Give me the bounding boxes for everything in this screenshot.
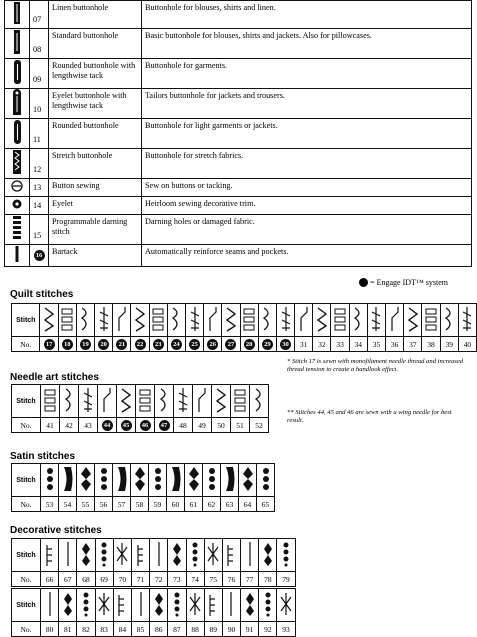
buttonhole-number: 07 [30,1,49,29]
stitch-36-icon [386,304,404,337]
stitch-52-icon [250,385,269,418]
stitch-50-icon [212,385,231,418]
buttonhole-name: Programmable darning stitch [49,215,142,245]
stitch-number: 22 [131,337,149,352]
stitch-51-icon [231,385,250,418]
buttonhole-description: Basic buttonhole for blouses, shirts and jackets. Also for pillowcases. [142,29,472,59]
linen-buttonhole-icon [5,1,30,29]
buttonhole-description: Darning holes or damaged fabric. [142,215,472,245]
buttonhole-number: 11 [30,119,49,149]
stitch-number: 92 [259,622,277,637]
stitch-number: 64 [239,497,257,512]
stitch-26-icon [204,304,222,337]
buttonhole-name: Standard buttonhole [49,29,142,59]
stitch-61-icon [185,464,203,497]
stitch-number: 52 [250,418,269,433]
stitch-64-icon [239,464,257,497]
quilt-note: * Stitch 17 is sewn with monofilament needle thread and increased thread tension to create a handlook effect. [287,358,464,373]
stitch-number: 21 [113,337,131,352]
stitch-number: 33 [331,337,349,352]
stitch-23-icon [149,304,167,337]
stitch-row-label: Stitch [12,304,40,337]
buttonhole-number: 08 [30,29,49,59]
stitch-number: 61 [185,497,203,512]
buttonhole-description: Buttonhole for stretch fabrics. [142,149,472,179]
stitch-number: 19 [76,337,94,352]
buttonhole-number: 15 [30,215,49,245]
stitch-40-icon [458,304,476,337]
stitch-88-icon [186,589,204,622]
stitch-number: 73 [168,572,186,587]
stitch-number: 31 [295,337,313,352]
stitch-87-icon [168,589,186,622]
stretch-buttonhole-icon [5,149,30,179]
stitch-number: 43 [79,418,98,433]
stitch-41-icon [41,385,60,418]
buttonhole-name: Eyelet [49,197,142,215]
buttonhole-row [5,245,472,267]
stitch-number: 87 [168,622,186,637]
stitch-54-icon [59,464,77,497]
stitch-number: 70 [113,572,131,587]
stitch-number: 80 [41,622,59,637]
stitch-19-icon [76,304,94,337]
decorative-stitch-table-a [11,538,296,587]
buttonhole-name: Eyelet buttonhole with lengthwise tack [49,89,142,119]
stitch-number: 54 [59,497,77,512]
stitch-82-icon [77,589,95,622]
stitch-number: 38 [422,337,440,352]
buttonhole-row [5,59,472,89]
stitch-93-icon [277,589,295,622]
stitch-number: 82 [77,622,95,637]
buttonhole-name: Rounded buttonhole with lengthwise tack [49,59,142,89]
stitch-number: 24 [167,337,185,352]
stitch-56-icon [95,464,113,497]
buttonhole-name: Stretch buttonhole [49,149,142,179]
stitch-number: 53 [41,497,59,512]
stitch-66-icon [41,539,59,572]
buttonhole-description: Automatically reinforce seams and pockets. [142,245,472,267]
number-row-label: No. [12,622,41,637]
buttonhole-row [5,1,472,29]
stitch-number: 40 [458,337,476,352]
stitch-number: 81 [59,622,77,637]
stitch-number: 18 [58,337,76,352]
stitch-number: 20 [95,337,113,352]
stitch-number: 74 [186,572,204,587]
stitch-number: 91 [241,622,259,637]
stitch-53-icon [41,464,59,497]
stitch-number: 72 [150,572,168,587]
number-row-label: No. [12,572,41,587]
stitch-row-label: Stitch [12,385,41,418]
stitch-18-icon [58,304,76,337]
stitch-62-icon [203,464,221,497]
stitch-37-icon [404,304,422,337]
buttonhole-name: Button sewing [49,179,142,197]
stitch-33-icon [331,304,349,337]
stitch-number: 55 [77,497,95,512]
needle-art-note: ** Stitches 44, 45 and 46 are sewn with a wing needle for best result. [287,409,452,424]
stitch-number: 25 [185,337,203,352]
stitch-30-icon [276,304,294,337]
stitch-number: 62 [203,497,221,512]
stitch-75-icon [204,539,222,572]
buttonhole-description: Heirloom sewing decorative trim. [142,197,472,215]
stitch-72-icon [150,539,168,572]
stitch-number: 78 [259,572,277,587]
stitch-83-icon [95,589,113,622]
stitch-21-icon [113,304,131,337]
stitch-number: 39 [440,337,458,352]
buttonhole-number: 09 [30,59,49,89]
stitch-42-icon [60,385,79,418]
standard-buttonhole-icon [5,29,30,59]
stitch-46-icon [136,385,155,418]
stitch-number: 84 [113,622,131,637]
needle-art-title: Needle art stitches [10,372,99,383]
stitch-number: 86 [150,622,168,637]
stitch-number: 56 [95,497,113,512]
stitch-number: 85 [131,622,149,637]
stitch-17-icon [40,304,58,337]
stitch-number: 23 [149,337,167,352]
stitch-49-icon [193,385,212,418]
stitch-number: 30 [276,337,294,352]
needle-art-stitch-table [11,384,269,433]
stitch-number: 57 [113,497,131,512]
stitch-number: 47 [155,418,174,433]
buttonhole-row [5,119,472,149]
stitch-number: 36 [386,337,404,352]
stitch-20-icon [95,304,113,337]
buttonhole-row [5,29,472,59]
quilt-title: Quilt stitches [10,289,74,300]
quilt-stitch-table [11,303,477,352]
stitch-90-icon [222,589,240,622]
stitch-73-icon [168,539,186,572]
stitch-70-icon [113,539,131,572]
stitch-74-icon [186,539,204,572]
stitch-row-label: Stitch [12,464,41,497]
stitch-44-icon [98,385,117,418]
buttonhole-number: 13 [30,179,49,197]
stitch-35-icon [367,304,385,337]
engage-idt-dot-icon [359,278,368,287]
stitch-57-icon [113,464,131,497]
stitch-81-icon [59,589,77,622]
stitch-number: 49 [193,418,212,433]
buttonhole-description: Buttonhole for garments. [142,59,472,89]
stitch-number: 76 [222,572,240,587]
stitch-60-icon [167,464,185,497]
stitch-48-icon [174,385,193,418]
stitch-number: 79 [277,572,295,587]
eyelet-buttonhole-icon [5,89,30,119]
stitch-24-icon [167,304,185,337]
stitch-number: 34 [349,337,367,352]
stitch-number: 48 [174,418,193,433]
stitch-28-icon [240,304,258,337]
stitch-number: 60 [167,497,185,512]
satin-title: Satin stitches [10,451,76,462]
darning-icon [5,215,30,245]
stitch-76-icon [222,539,240,572]
stitch-number: 88 [186,622,204,637]
buttonhole-table [4,0,472,267]
stitch-number: 77 [241,572,259,587]
stitch-22-icon [131,304,149,337]
buttonhole-name: Rounded buttonhole [49,119,142,149]
buttonhole-number: 10 [30,89,49,119]
stitch-67-icon [59,539,77,572]
stitch-69-icon [95,539,113,572]
stitch-89-icon [204,589,222,622]
bartack-icon [5,245,30,267]
stitch-65-icon [257,464,275,497]
stitch-45-icon [117,385,136,418]
buttonhole-number: 12 [30,149,49,179]
rounded-buttonhole-icon [5,119,30,149]
stitch-number: 50 [212,418,231,433]
buttonhole-description: Buttonhole for light garments or jackets. [142,119,472,149]
stitch-43-icon [79,385,98,418]
buttonhole-name: Bartack [49,245,142,267]
stitch-29-icon [258,304,276,337]
rounded-tack-buttonhole-icon [5,59,30,89]
buttonhole-row [5,215,472,245]
stitch-number: 37 [404,337,422,352]
stitch-80-icon [41,589,59,622]
number-row-label: No. [12,337,40,352]
stitch-27-icon [222,304,240,337]
stitch-number: 44 [98,418,117,433]
stitch-number: 58 [131,497,149,512]
stitch-71-icon [131,539,149,572]
stitch-row-label: Stitch [12,589,41,622]
stitch-32-icon [313,304,331,337]
stitch-number: 41 [41,418,60,433]
engage-idt-legend [359,278,448,287]
stitch-58-icon [131,464,149,497]
buttonhole-description: Buttonhole for blouses, shirts and linen. [142,1,472,29]
buttonhole-number: 14 [30,197,49,215]
stitch-number: 67 [59,572,77,587]
buttonhole-description: Tailors buttonhole for jackets and trousers. [142,89,472,119]
stitch-77-icon [241,539,259,572]
buttonhole-name: Linen buttonhole [49,1,142,29]
button-sewing-icon [5,179,30,197]
stitch-55-icon [77,464,95,497]
stitch-39-icon [440,304,458,337]
stitch-92-icon [259,589,277,622]
stitch-34-icon [349,304,367,337]
buttonhole-description: Sew on buttons or tacking. [142,179,472,197]
stitch-number: 83 [95,622,113,637]
stitch-number: 68 [77,572,95,587]
buttonhole-row [5,179,472,197]
buttonhole-row [5,197,472,215]
stitch-38-icon [422,304,440,337]
number-row-label: No. [12,418,41,433]
stitch-84-icon [113,589,131,622]
stitch-68-icon [77,539,95,572]
stitch-number: 35 [367,337,385,352]
stitch-number: 29 [258,337,276,352]
stitch-number: 51 [231,418,250,433]
stitch-number: 17 [40,337,58,352]
stitch-25-icon [185,304,203,337]
stitch-number: 46 [136,418,155,433]
stitch-number: 89 [204,622,222,637]
stitch-number: 26 [204,337,222,352]
stitch-47-icon [155,385,174,418]
stitch-91-icon [241,589,259,622]
stitch-number: 45 [117,418,136,433]
stitch-59-icon [149,464,167,497]
buttonhole-row [5,89,472,119]
buttonhole-row [5,149,472,179]
stitch-row-label: Stitch [12,539,41,572]
stitch-number: 27 [222,337,240,352]
stitch-86-icon [150,589,168,622]
stitch-85-icon [131,589,149,622]
stitch-63-icon [221,464,239,497]
stitch-78-icon [259,539,277,572]
stitch-number: 93 [277,622,295,637]
stitch-number: 32 [313,337,331,352]
stitch-number: 69 [95,572,113,587]
decorative-stitch-table-b [11,588,296,637]
number-row-label: No. [12,497,41,512]
stitch-number: 65 [257,497,275,512]
buttonhole-number: 16 [30,245,49,267]
stitch-number: 71 [131,572,149,587]
stitch-number: 75 [204,572,222,587]
decorative-title: Decorative stitches [10,525,102,536]
satin-stitch-table [11,463,275,512]
stitch-31-icon [295,304,313,337]
stitch-number: 28 [240,337,258,352]
stitch-number: 66 [41,572,59,587]
eyelet-icon [5,197,30,215]
stitch-number: 42 [60,418,79,433]
stitch-number: 63 [221,497,239,512]
stitch-number: 59 [149,497,167,512]
stitch-79-icon [277,539,295,572]
legend-text: = Engage IDT™ system [370,278,448,287]
stitch-number: 90 [222,622,240,637]
